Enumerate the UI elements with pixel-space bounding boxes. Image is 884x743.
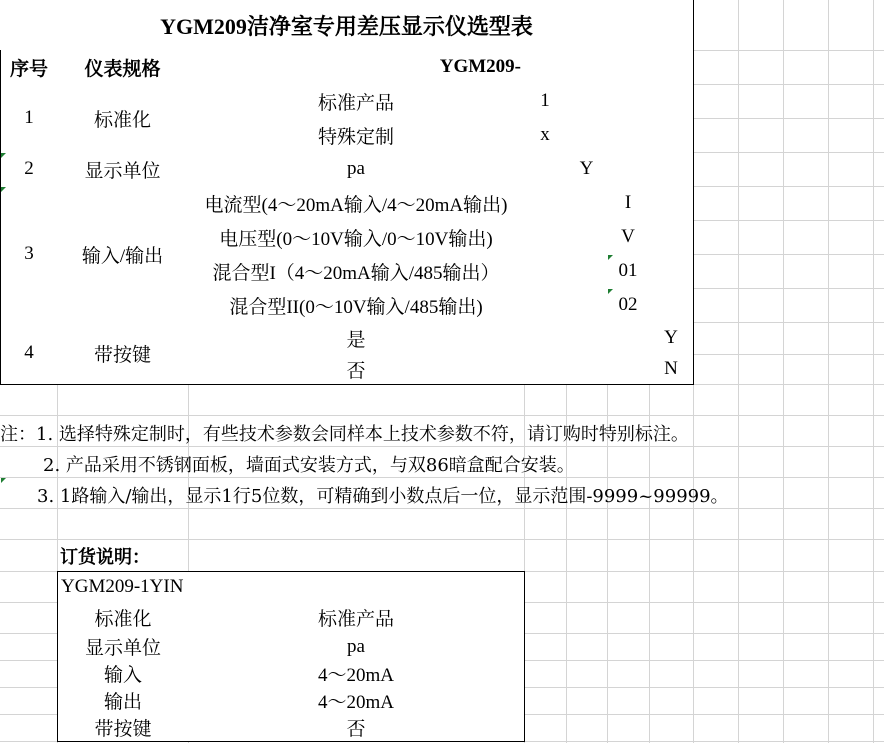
row4-empty-2: [566, 322, 608, 385]
row4-code-yes: Y: [649, 322, 694, 355]
row1-code-custom: x: [524, 118, 567, 153]
row4-code-no: N: [649, 354, 694, 385]
row3-number: 3: [0, 186, 58, 323]
row3-empty-1: [524, 186, 567, 323]
header-serial-number: 序号: [0, 50, 58, 85]
order-value-output: 4～20mA: [188, 687, 525, 715]
row3-code-mixed-2: 02: [607, 288, 650, 323]
row2-name: 显示单位: [57, 152, 189, 187]
order-value-input: 4～20mA: [188, 660, 525, 688]
row3-option-voltage: 电压型(0～10V输入/0～10V输出): [188, 220, 525, 255]
row2-empty-4: [649, 152, 694, 187]
comment-marker: [608, 255, 613, 260]
header-code-cell-2: [566, 50, 608, 85]
row1-empty-2: [566, 84, 608, 153]
order-value-keys: 否: [188, 714, 525, 742]
order-label-keys: 带按键: [57, 714, 189, 742]
comment-marker: [1, 478, 6, 483]
header-code-cell-1: [524, 50, 567, 85]
row4-option-yes: 是: [188, 322, 525, 355]
row3-option-mixed-1: 混合型I（4～20mA输入/485输出）: [188, 254, 525, 289]
order-label-input: 输入: [57, 660, 189, 688]
row3-code-voltage: V: [607, 220, 650, 255]
order-label-output: 输出: [57, 687, 189, 715]
header-code-cell-3: [607, 50, 650, 85]
row3-option-current: 电流型(4～20mA输入/4～20mA输出): [188, 186, 525, 221]
header-spec: 仪表规格: [57, 50, 189, 85]
order-heading: 订货说明：: [60, 547, 150, 568]
order-label-unit: 显示单位: [57, 633, 189, 661]
row3-option-mixed-2: 混合型II(0～10V输入/485输出): [188, 288, 525, 323]
row2-code-pa: Y: [566, 152, 608, 187]
row1-option-custom: 特殊定制: [188, 118, 525, 153]
row2-number: 2: [0, 152, 58, 187]
header-code-cell-4: [649, 50, 694, 85]
order-label-standard: 标准化: [57, 602, 189, 634]
note-2: 2. 产品采用不锈钢面板，墙面式安装方式，与双86暗盒配合安装。: [43, 455, 575, 476]
note-1: 注：1. 选择特殊定制时，有些技术参数会同样本上技术参数不符，请订购时特别标注。: [0, 424, 689, 445]
row4-option-no: 否: [188, 354, 525, 385]
row3-empty-4: [649, 186, 694, 323]
row4-name: 带按键: [57, 322, 189, 385]
row1-option-standard: 标准产品: [188, 84, 525, 119]
comment-marker: [1, 187, 6, 192]
order-model: YGM209-1YIN: [57, 571, 525, 603]
row1-empty-3: [607, 84, 650, 153]
row4-number: 4: [0, 322, 58, 385]
row3-name: 输入/输出: [57, 186, 189, 323]
order-value-standard: 标准产品: [188, 602, 525, 634]
comment-marker: [1, 153, 6, 158]
note-3: 3. 1路输入/输出，显示1行5位数，可精确到小数点后一位，显示范围-9999~99999。: [37, 486, 729, 507]
row1-name: 标准化: [57, 84, 189, 153]
row3-code-mixed-1: 01: [607, 254, 650, 289]
row3-code-current: I: [607, 186, 650, 221]
row2-option-pa: pa: [188, 152, 525, 187]
row4-empty-3: [607, 322, 650, 385]
header-model-prefix: YGM209-: [188, 50, 525, 85]
row2-empty-1: [524, 152, 567, 187]
page-title: YGM209洁净室专用差压显示仪选型表: [0, 0, 694, 51]
row2-empty-3: [607, 152, 650, 187]
row1-code-standard: 1: [524, 84, 567, 119]
row1-number: 1: [0, 84, 58, 153]
row3-empty-2: [566, 186, 608, 323]
row1-empty-4: [649, 84, 694, 153]
row4-empty-1: [524, 322, 567, 385]
comment-marker: [608, 289, 613, 294]
order-value-unit: pa: [188, 633, 525, 661]
